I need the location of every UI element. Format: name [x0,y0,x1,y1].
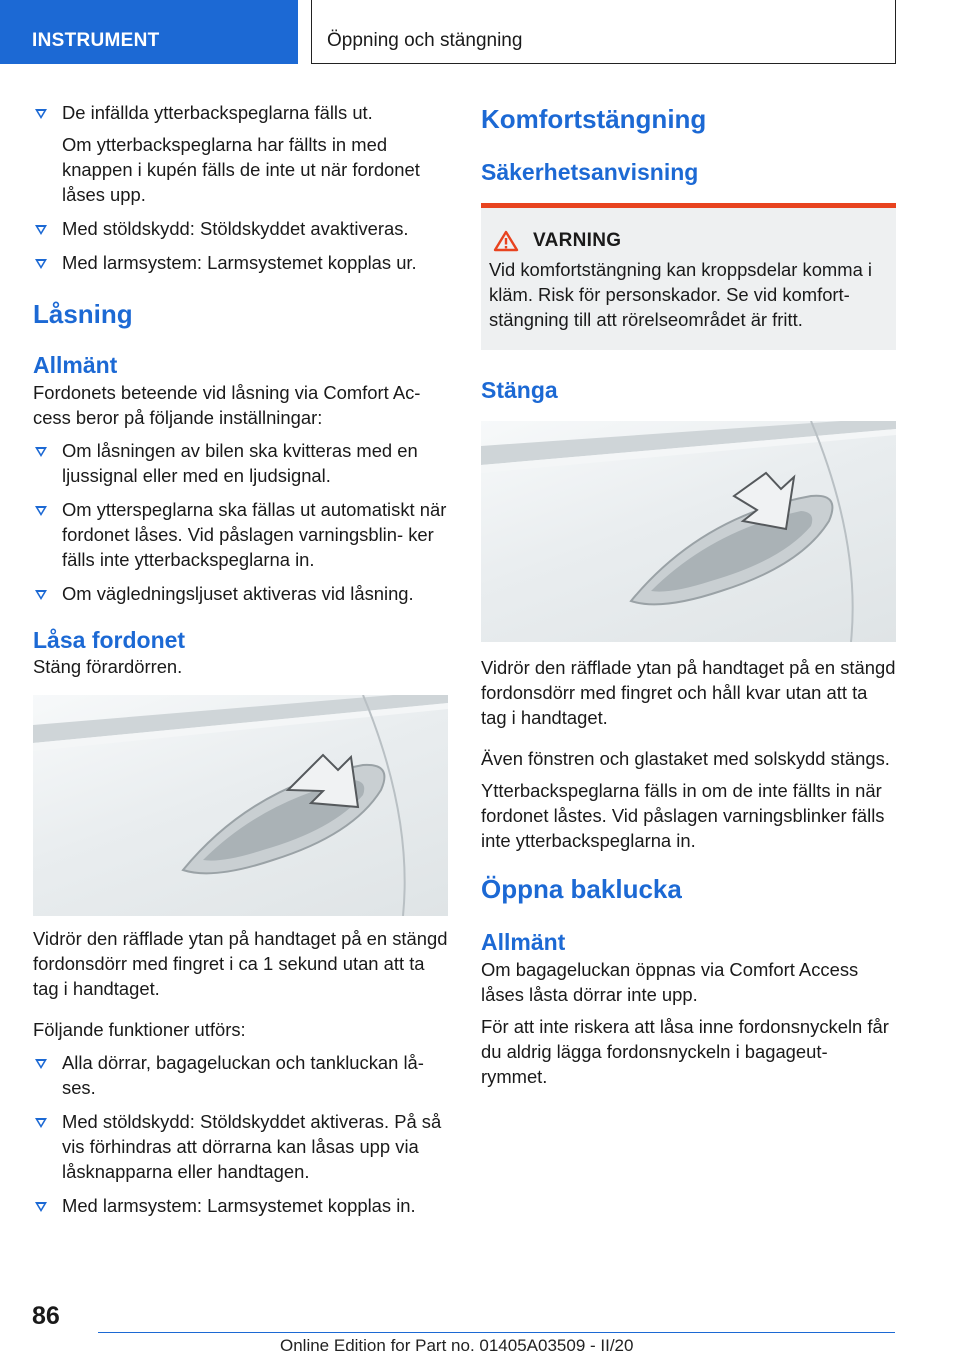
warning-header [489,230,888,252]
page-number: 86 [32,1302,60,1330]
door-handle-image [33,695,448,916]
list-item: Med larmsystem: Larmsystemet kopplas ur. [33,250,448,275]
list-item: Om ytterspeglarna ska fällas ut automatiskt när fordonet låses. Vid påslagen varningsblin- ker fälls inte ytterbackspeglarna in. [33,497,448,572]
heading-open-tailgate: Öppna baklucka [481,874,682,904]
triangle-bullet-icon [35,1059,47,1069]
paragraph-mirrors: Ytterbackspeglarna fälls in om de inte fällts in när fordonet låstes. Vid påslagen varningsblinker fälls inte ytterbackspeglarna in. [481,780,885,851]
list-item: Alla dörrar, bagageluckan och tankluckan lå- ses. [33,1050,448,1100]
footer-divider [98,1332,895,1333]
section-tab [0,0,298,64]
general-text: Fordonets beteende vid låsning via Comfort Ac- cess beror på följande inställningar: [33,382,421,428]
section-title: INSTRUMENT [32,30,160,51]
left-column [33,100,448,1227]
functions-intro: Följande funktioner utförs: [33,1019,246,1040]
triangle-bullet-icon [35,259,47,269]
triangle-bullet-icon [35,1118,47,1128]
caption-close: Vidrör den räfflade ytan på handtaget på en stängd fordonsdörr med fingret och håll kvar utan att ta tag i handtaget. [481,657,896,728]
triangle-bullet-icon [35,109,47,119]
warning-box [481,203,896,350]
heading-comfort-closing: Komfortstängning [481,104,707,134]
chapter-title: Öppning och stängning [327,30,523,51]
footer-edition: Online Edition for Part no. 01405A03509 - II/20 [280,1336,634,1355]
note-text: Om ytterbackspeglarna har fällts in med knappen i kupén fälls de inte ut när fordonet låses upp. [62,134,420,205]
door-handle-image [481,421,896,642]
triangle-bullet-icon [35,590,47,600]
warning-triangle-icon [493,230,519,252]
heading-close: Stänga [481,377,558,403]
triangle-bullet-icon [35,447,47,457]
warning-label: VARNING [533,230,622,251]
caption-lock: Vidrör den räfflade ytan på handtaget på en stängd fordonsdörr med fingret i ca 1 sekund utan att ta tag i handtaget. [33,928,448,999]
list-item: De infällda ytterbackspeglarna fälls ut. [33,100,448,125]
paragraph-key: För att inte riskera att låsa inne fordonsnyckeln får du aldrig lägga fordonsnyckeln i bagageut- rymmet. [481,1016,889,1087]
triangle-bullet-icon [35,225,47,235]
heading-general: Allmänt [481,929,566,955]
list-item: Om låsningen av bilen ska kvitteras med en ljussignal eller med en ljudsignal. [33,438,448,488]
triangle-bullet-icon [35,506,47,516]
list-item: Med stöldskydd: Stöldskyddet avaktiveras. [33,216,448,241]
heading-lock-vehicle: Låsa fordonet [33,627,186,653]
lock-text: Stäng förardörren. [33,656,183,677]
paragraph-tailgate: Om bagageluckan öppnas via Comfort Access låses låsta dörrar inte upp. [481,959,859,1005]
list-item: Med larmsystem: Larmsystemet kopplas in. [33,1193,448,1218]
triangle-bullet-icon [35,1202,47,1212]
list-item: Om vägledningsljuset aktiveras vid låsning. [33,581,448,606]
chapter-tab [311,0,896,64]
paragraph-windows: Även fönstren och glastaket med solskydd stängs. [481,748,890,769]
right-column [481,100,896,1096]
heading-locking: Låsning [33,299,133,329]
heading-safety: Säkerhetsanvisning [481,159,699,185]
heading-general: Allmänt [33,352,118,378]
list-item: Med stöldskydd: Stöldskyddet aktiveras. På så vis förhindras att dörrarna kan låsas upp via låsknapparna eller handtagen. [33,1109,448,1184]
warning-text: Vid komfortstängning kan kroppsdelar komma i kläm. Risk för personskador. Se vid komfort- stängning till att rörelseområdet är fritt. [489,259,872,330]
